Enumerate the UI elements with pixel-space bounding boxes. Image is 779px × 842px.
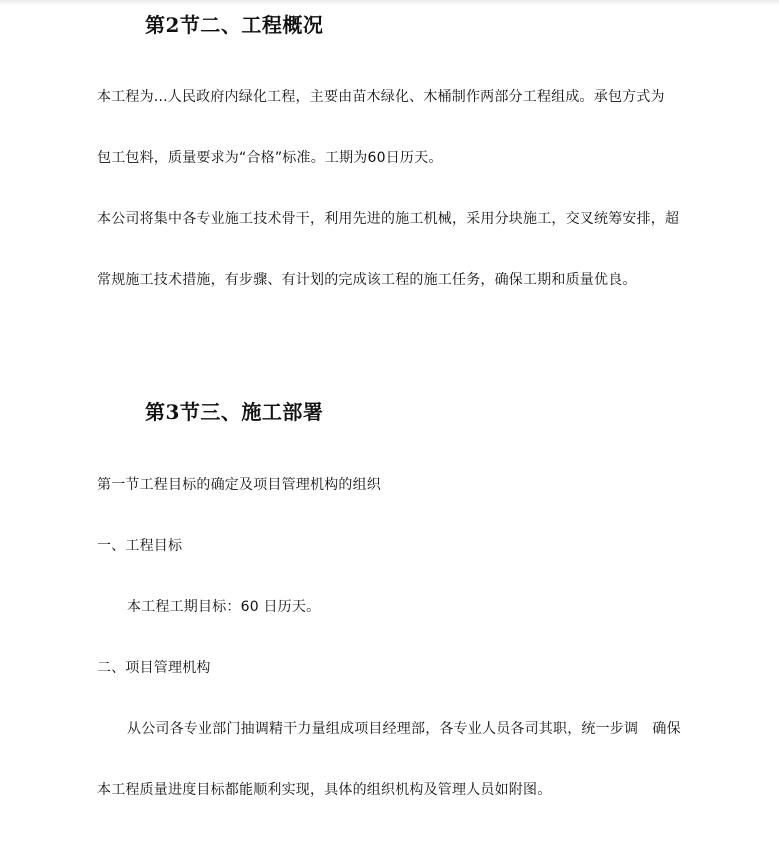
overview-paragraph-line-3: 本公司将集中各专业施工技术骨干，利用先进的施工机械，采用分块施工，交叉统筹安排，超 [97, 211, 680, 227]
item-title-management-organization: 二、项目管理机构 [97, 660, 211, 676]
item-title-project-goals: 一、工程目标 [97, 538, 183, 554]
management-paragraph-line-1: 从公司各专业部门抽调精干力量组成项目经理部，各专业人员各司其职，统一步调 确保 [127, 721, 681, 737]
section-heading-deployment: 第3节三、施工部署 [145, 400, 324, 424]
management-paragraph-line-2: 本工程质量进度目标都能顺利实现，具体的组织机构及管理人员如附图。 [97, 782, 552, 798]
page-top-edge [0, 0, 779, 5]
overview-paragraph-line-2: 包工包料，质量要求为“合格”标准。工期为60日历天。 [97, 150, 443, 166]
section-heading-overview: 第2节二、工程概况 [145, 13, 324, 37]
overview-paragraph-line-4: 常规施工技术措施，有步骤、有计划的完成该工程的施工任务，确保工期和质量优良。 [97, 272, 637, 288]
overview-paragraph-line-1: 本工程为...人民政府内绿化工程，主要由苗木绿化、木桶制作两部分工程组成。承包方式为 [97, 89, 665, 105]
project-duration-goal: 本工程工期目标：60 日历天。 [127, 599, 321, 615]
subsection-title-goals-and-organization: 第一节工程目标的确定及项目管理机构的组织 [97, 477, 381, 493]
